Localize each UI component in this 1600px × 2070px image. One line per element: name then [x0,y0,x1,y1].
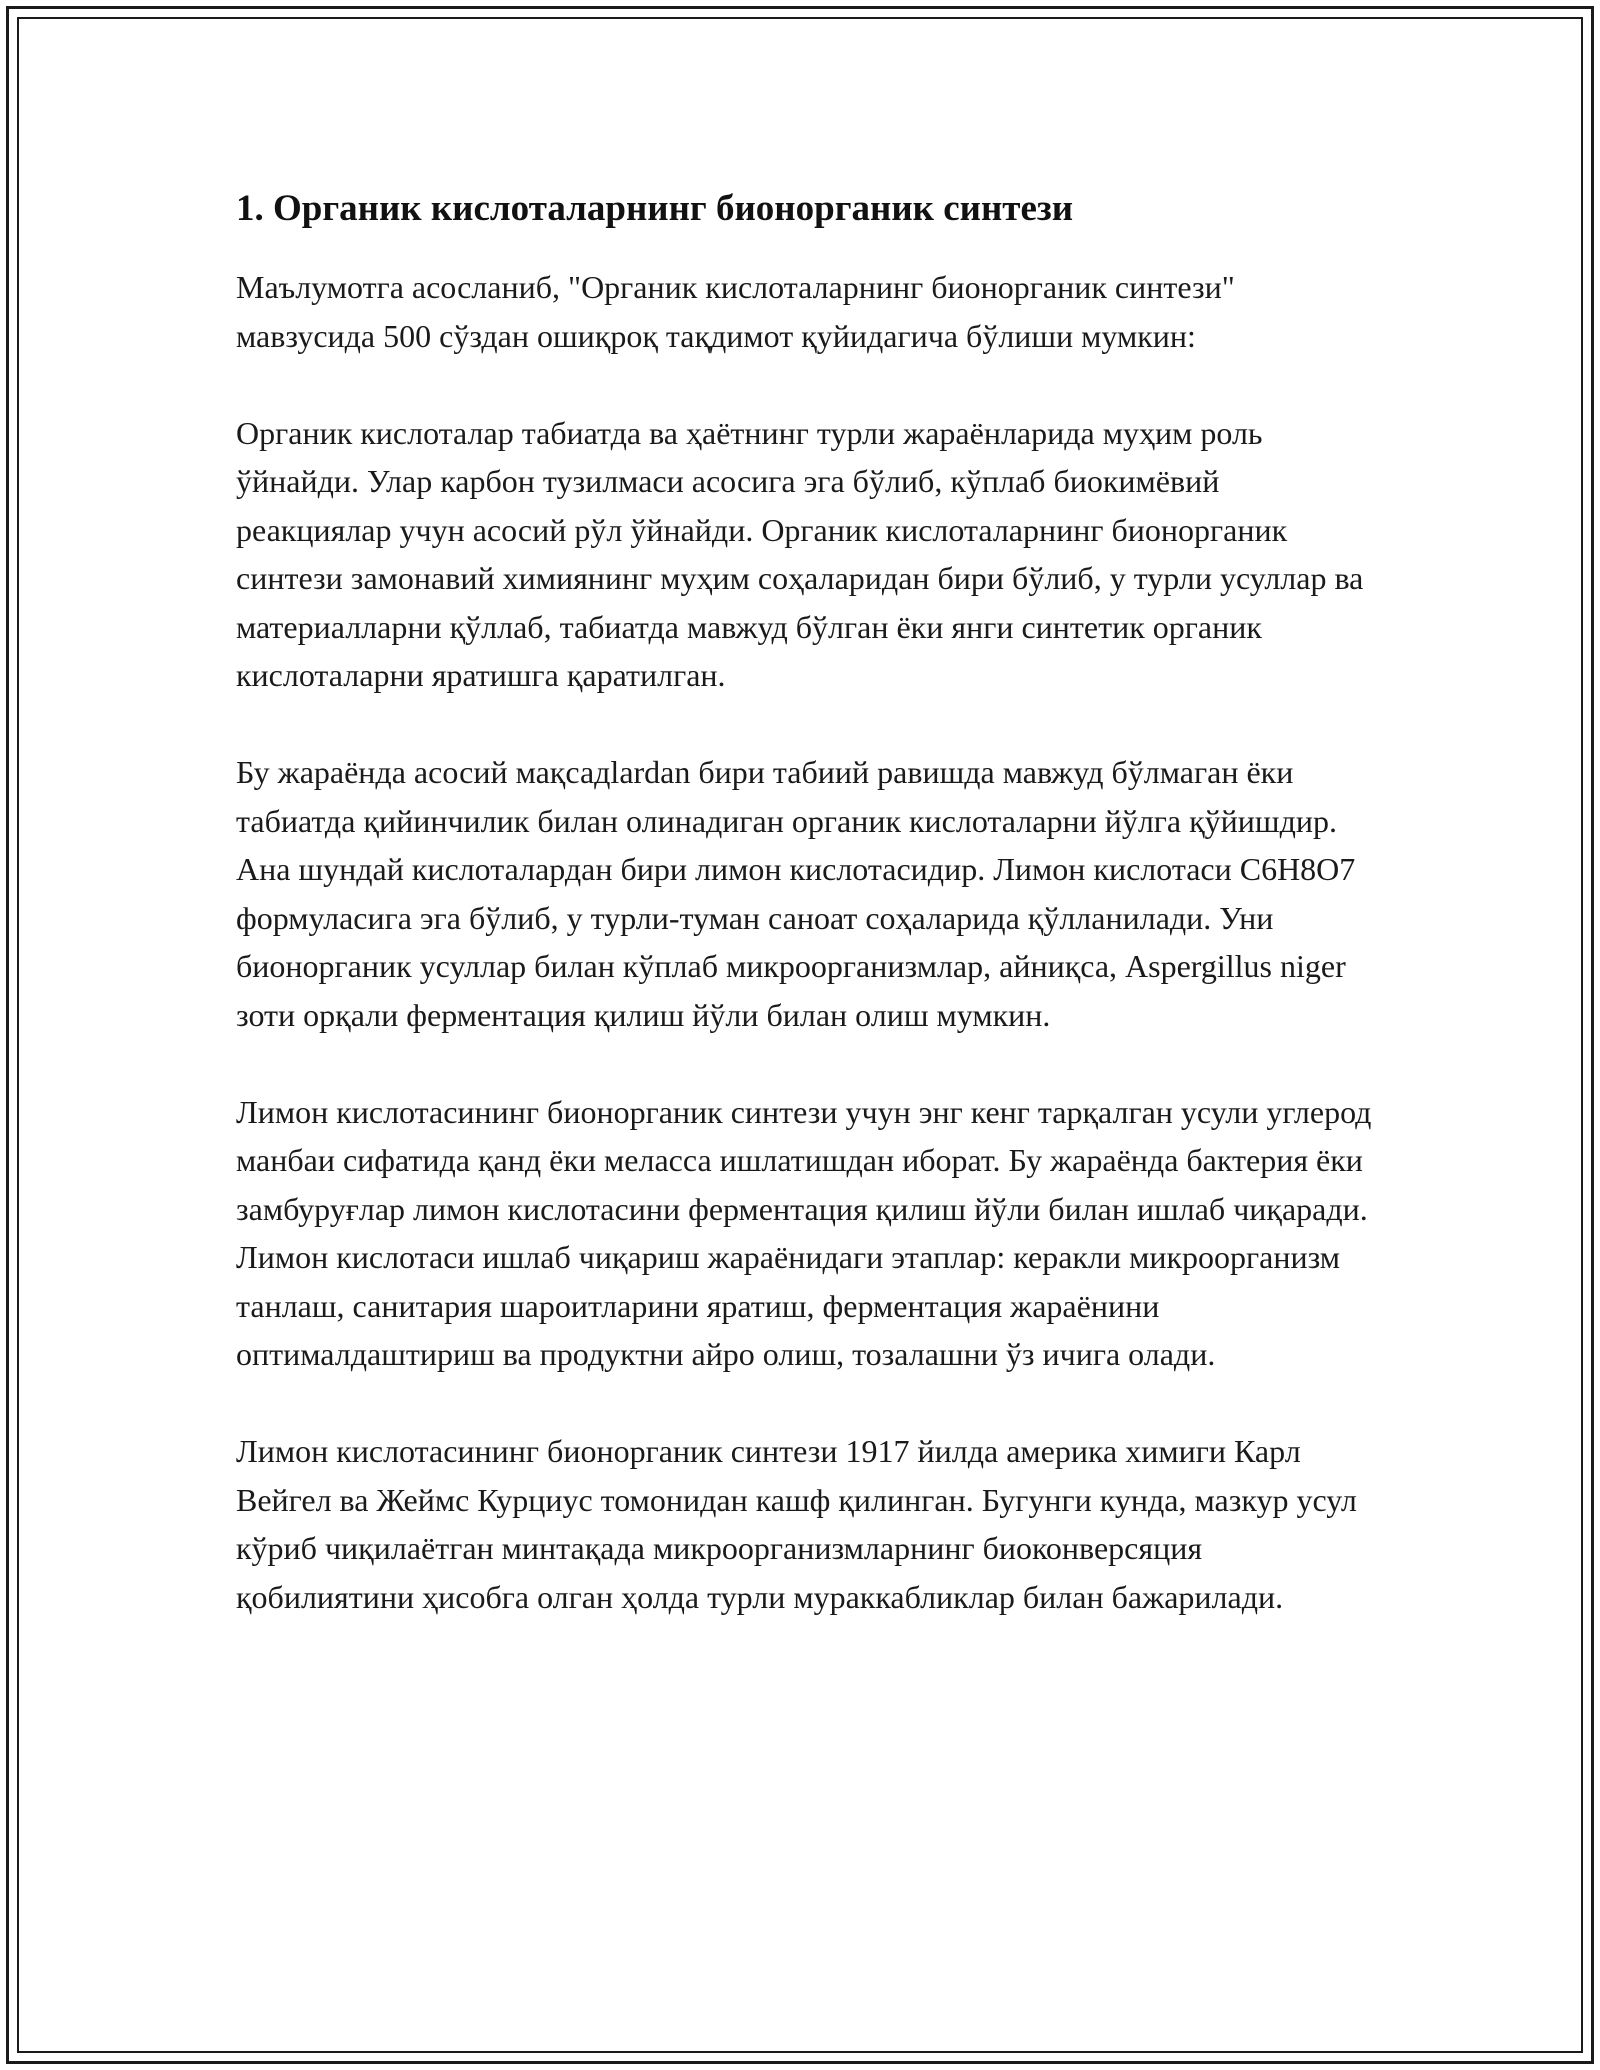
intro-paragraph: Маълумотга асосланиб, "Органик кислоталарнинг бионорганик синтези" мавзусида 500 сўздан ошиқроқ тақдимот қуйидагича бўлиши мумкин: [236,269,1235,354]
body-paragraph: Органик кислоталар табиатда ва ҳаётнинг турли жараёнларида муҳим роль ўйнайди. Улар карбон тузилмаси асосига эга бўлиб, кўплаб биокимёвий реакциялар учун асосий рўл ўйнайди. Органик кислоталарнинг бионорганик синтези замонавий химиянинг муҳим соҳаларидан бири бўлиб, у турли усуллар ва материалларни қўллаб, табиатда мавжуд бўлган ёки янги синтетик органик кислоталарни яратишга қаратилган. [236,414,1364,693]
body-paragraph: Лимон кислотасининг бионорганик синтези учун энг кенг тарқалган усули углерод манбаи сифатида қанд ёки меласса ишлатишдан иборат. Бу жараёнда бактерия ёки замбуруғлар лимон кислотасини ферментация қилиш йўли билан ишлаб чиқаради. Лимон кислотаси ишлаб чиқариш жараёнидаги этаплар: керакли микроорганизм танлаш, санитария шароитларини яратиш, ферментация жараёнини оптималдаштириш ва продуктни айро олиш, тозалашни ўз ичига олади. [236,1093,1372,1372]
document-heading: 1. Органик кислоталарнинг бионорганик синтези [236,188,1074,229]
document-body [236,185,1376,1621]
body-paragraph: Лимон кислотасининг бионорганик синтези 1917 йилда америка химиги Карл Вейгел ва Жеймс Курциус томонидан кашф қилинган. Бугунги кунда, мазкур усул кўриб чиқилаётган минтақада микроорганизмларнинг биоконверсяция қобилиятини ҳисобга олган ҳолда турли мураккабликлар билан бажарилади. [236,1433,1357,1615]
body-paragraph: Бу жараёнда асосий мақсадlardan бири табиий равишда мавжуд бўлмаган ёки табиатда қийинчилик билан олинадиган органик кислоталарни йўлга қўйишдир. Ана шундай кислоталардан бири лимон кислотасидир. Лимон кислотаси C6H8O7 формуласига эга бўлиб, у турли-туман саноат соҳаларида қўлланилади. Уни бионорганик усуллар билан кўплаб микроорганизмлар, айниқса, Aspergillus niger зоти орқали ферментация қилиш йўли билан олиш мумкин. [236,754,1356,1033]
